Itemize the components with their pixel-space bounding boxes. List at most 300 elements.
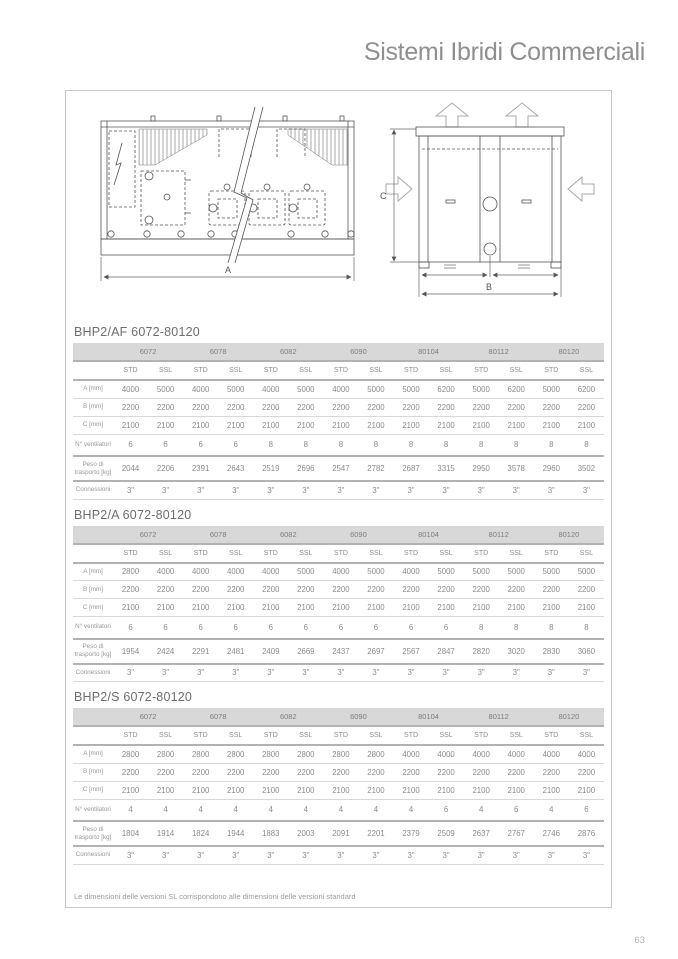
value-cell: 2100 [218, 781, 253, 799]
row-label: Connessioni [73, 846, 113, 864]
value-cell: 3" [358, 664, 393, 682]
variant-header-cell: SSL [288, 361, 323, 380]
variant-header-cell: STD [464, 544, 499, 563]
value-cell: 2800 [253, 745, 288, 763]
value-cell: 2200 [358, 581, 393, 599]
value-cell: 3502 [569, 456, 604, 481]
value-cell: 1824 [183, 821, 218, 846]
variant-header-cell: STD [183, 361, 218, 380]
value-cell: 3" [394, 664, 429, 682]
value-cell: 3" [113, 846, 148, 864]
variant-header-cell: SSL [218, 361, 253, 380]
variant-spacer [73, 544, 113, 563]
value-cell: 2830 [534, 639, 569, 664]
value-cell: 2100 [534, 599, 569, 617]
variant-header-cell: STD [534, 544, 569, 563]
table-row [73, 664, 604, 682]
value-cell: 8 [534, 617, 569, 639]
value-cell: 2100 [464, 781, 499, 799]
value-cell: 2100 [534, 781, 569, 799]
table-row [73, 745, 604, 763]
value-cell: 5000 [534, 380, 569, 398]
row-label: N° ventilatori [73, 434, 113, 456]
value-cell: 8 [429, 434, 464, 456]
variant-header-cell: SSL [499, 544, 534, 563]
value-cell: 2100 [569, 416, 604, 434]
row-label: Peso di trasporto [kg] [73, 821, 113, 846]
value-cell: 2100 [323, 599, 358, 617]
model-header-cell: 6072 [113, 526, 183, 544]
value-cell: 6200 [429, 380, 464, 398]
value-cell: 4 [464, 799, 499, 821]
table-row [73, 481, 604, 499]
value-cell: 2100 [148, 781, 183, 799]
variant-header-cell: SSL [429, 544, 464, 563]
value-cell: 2100 [218, 416, 253, 434]
value-cell: 5000 [394, 380, 429, 398]
value-cell: 2800 [288, 745, 323, 763]
value-cell: 2200 [183, 581, 218, 599]
variant-header-cell: STD [253, 544, 288, 563]
value-cell: 3" [148, 846, 183, 864]
value-cell: 2669 [288, 639, 323, 664]
value-cell: 3" [358, 846, 393, 864]
value-cell: 4000 [323, 563, 358, 581]
value-cell: 4000 [464, 745, 499, 763]
value-cell: 8 [569, 434, 604, 456]
side-view-drawing [376, 99, 604, 304]
value-cell: 8 [499, 617, 534, 639]
value-cell: 2200 [323, 581, 358, 599]
table-row [73, 799, 604, 821]
value-cell: 4 [253, 799, 288, 821]
variant-header-cell: SSL [288, 726, 323, 745]
value-cell: 2200 [499, 398, 534, 416]
value-cell: 4000 [323, 380, 358, 398]
value-cell: 2800 [113, 745, 148, 763]
value-cell: 2201 [358, 821, 393, 846]
value-cell: 3" [394, 846, 429, 864]
value-cell: 6 [358, 617, 393, 639]
value-cell: 4 [148, 799, 183, 821]
value-cell: 5000 [148, 380, 183, 398]
airflow-left-arrow-icon [568, 177, 594, 201]
value-cell: 4 [218, 799, 253, 821]
value-cell: 2800 [218, 745, 253, 763]
value-cell: 2100 [569, 599, 604, 617]
content-box [65, 90, 612, 908]
variant-header-cell: STD [183, 726, 218, 745]
value-cell: 2800 [183, 745, 218, 763]
value-cell: 6 [148, 434, 183, 456]
value-cell: 5000 [358, 563, 393, 581]
spec-section-bhp2af [73, 325, 604, 500]
value-cell: 2100 [464, 416, 499, 434]
value-cell: 3" [429, 846, 464, 864]
value-cell: 2100 [358, 599, 393, 617]
value-cell: 2200 [218, 763, 253, 781]
variant-header-cell: SSL [429, 361, 464, 380]
value-cell: 4000 [253, 380, 288, 398]
value-cell: 4000 [113, 380, 148, 398]
value-cell: 3315 [429, 456, 464, 481]
value-cell: 2200 [113, 398, 148, 416]
value-cell: 6 [148, 617, 183, 639]
value-cell: 1883 [253, 821, 288, 846]
value-cell: 2100 [323, 781, 358, 799]
value-cell: 3" [323, 481, 358, 499]
value-cell: 2200 [218, 581, 253, 599]
table-row [73, 456, 604, 481]
model-header-cell: 6072 [113, 343, 183, 361]
value-cell: 3" [464, 481, 499, 499]
row-label: Connessioni [73, 481, 113, 499]
value-cell: 2100 [253, 781, 288, 799]
value-cell: 4000 [148, 563, 183, 581]
model-header-cell: 6082 [253, 708, 323, 726]
value-cell: 5000 [288, 563, 323, 581]
table-row [73, 380, 604, 398]
variant-header-row [73, 544, 604, 563]
value-cell: 3" [569, 846, 604, 864]
value-cell: 2100 [394, 599, 429, 617]
value-cell: 3" [183, 846, 218, 864]
value-cell: 2100 [113, 781, 148, 799]
model-header-cell: 80112 [464, 343, 534, 361]
value-cell: 2200 [288, 763, 323, 781]
value-cell: 3" [499, 481, 534, 499]
value-cell: 8 [499, 434, 534, 456]
variant-header-cell: SSL [569, 726, 604, 745]
value-cell: 2200 [183, 398, 218, 416]
spec-section-bhp2a [73, 508, 604, 683]
value-cell: 2100 [218, 599, 253, 617]
value-cell: 5000 [569, 563, 604, 581]
value-cell: 6 [288, 617, 323, 639]
value-cell: 4 [113, 799, 148, 821]
value-cell: 3" [253, 846, 288, 864]
value-cell: 2100 [183, 599, 218, 617]
value-cell: 6 [218, 434, 253, 456]
value-cell: 2200 [358, 398, 393, 416]
variant-header-cell: STD [534, 726, 569, 745]
value-cell: 2800 [113, 563, 148, 581]
value-cell: 2100 [394, 781, 429, 799]
row-label: B [mm] [73, 398, 113, 416]
model-header-cell: 80112 [464, 526, 534, 544]
airflow-up-arrow-icon [506, 103, 538, 127]
model-header-row [73, 526, 604, 544]
model-header-cell: 80120 [534, 343, 604, 361]
value-cell: 2200 [569, 763, 604, 781]
value-cell: 2200 [569, 581, 604, 599]
variant-spacer [73, 361, 113, 380]
value-cell: 2519 [253, 456, 288, 481]
band-spacer [73, 343, 113, 361]
side-dim-c-label: C [380, 191, 387, 201]
airflow-up-arrow-icon [436, 103, 468, 127]
value-cell: 6 [394, 617, 429, 639]
value-cell: 2200 [253, 763, 288, 781]
value-cell: 6 [113, 434, 148, 456]
value-cell: 8 [569, 617, 604, 639]
variant-header-cell: SSL [358, 726, 393, 745]
variant-header-cell: SSL [499, 726, 534, 745]
technical-drawings [73, 91, 604, 317]
value-cell: 2100 [148, 416, 183, 434]
value-cell: 2200 [358, 763, 393, 781]
value-cell: 2100 [358, 416, 393, 434]
value-cell: 6 [323, 617, 358, 639]
value-cell: 4000 [499, 745, 534, 763]
value-cell: 2091 [323, 821, 358, 846]
value-cell: 3" [323, 846, 358, 864]
value-cell: 1944 [218, 821, 253, 846]
value-cell: 2567 [394, 639, 429, 664]
variant-header-cell: STD [113, 726, 148, 745]
row-label: A [mm] [73, 563, 113, 581]
value-cell: 8 [464, 434, 499, 456]
value-cell: 3" [288, 846, 323, 864]
value-cell: 6 [253, 617, 288, 639]
variant-header-cell: SSL [569, 544, 604, 563]
variant-header-cell: SSL [148, 361, 183, 380]
table-row [73, 563, 604, 581]
value-cell: 3" [569, 481, 604, 499]
side-dim-b-label: B [486, 282, 493, 292]
value-cell: 6 [113, 617, 148, 639]
value-cell: 8 [288, 434, 323, 456]
value-cell: 5000 [464, 563, 499, 581]
value-cell: 2100 [534, 416, 569, 434]
value-cell: 3" [113, 481, 148, 499]
value-cell: 6 [183, 434, 218, 456]
value-cell: 2100 [499, 416, 534, 434]
value-cell: 2950 [464, 456, 499, 481]
value-cell: 2100 [569, 781, 604, 799]
value-cell: 4 [358, 799, 393, 821]
model-header-row [73, 343, 604, 361]
value-cell: 2643 [218, 456, 253, 481]
value-cell: 5000 [218, 380, 253, 398]
variant-header-cell: STD [323, 361, 358, 380]
value-cell: 4000 [394, 563, 429, 581]
value-cell: 3" [429, 481, 464, 499]
model-header-cell: 6090 [323, 526, 393, 544]
value-cell: 3" [183, 664, 218, 682]
value-cell: 2100 [148, 599, 183, 617]
model-header-cell: 80104 [394, 526, 464, 544]
value-cell: 8 [394, 434, 429, 456]
value-cell: 2100 [429, 416, 464, 434]
variant-header-cell: SSL [218, 544, 253, 563]
value-cell: 1914 [148, 821, 183, 846]
spec-section-bhp2s [73, 690, 604, 865]
value-cell: 6 [429, 799, 464, 821]
table-row [73, 599, 604, 617]
value-cell: 2637 [464, 821, 499, 846]
row-label: A [mm] [73, 745, 113, 763]
value-cell: 3" [534, 846, 569, 864]
variant-header-cell: STD [323, 544, 358, 563]
variant-header-cell: SSL [358, 544, 393, 563]
value-cell: 4 [288, 799, 323, 821]
value-cell: 4000 [218, 563, 253, 581]
footnote: Le dimensioni delle versioni SL corrispondono alle dimensioni delle versioni standard [74, 892, 356, 901]
model-header-cell: 6082 [253, 526, 323, 544]
value-cell: 4000 [394, 745, 429, 763]
band-spacer [73, 526, 113, 544]
value-cell: 3" [253, 481, 288, 499]
value-cell: 2100 [183, 781, 218, 799]
variant-header-cell: STD [394, 361, 429, 380]
value-cell: 2100 [288, 781, 323, 799]
value-cell: 3" [218, 846, 253, 864]
value-cell: 2200 [288, 398, 323, 416]
value-cell: 2100 [429, 599, 464, 617]
variant-header-cell: SSL [218, 726, 253, 745]
row-label: C [mm] [73, 416, 113, 434]
value-cell: 2409 [253, 639, 288, 664]
variant-header-cell: STD [394, 544, 429, 563]
value-cell: 2206 [148, 456, 183, 481]
value-cell: 2200 [183, 763, 218, 781]
value-cell: 4000 [183, 380, 218, 398]
model-header-cell: 80104 [394, 708, 464, 726]
value-cell: 2800 [323, 745, 358, 763]
value-cell: 4000 [569, 745, 604, 763]
variant-header-cell: STD [113, 361, 148, 380]
value-cell: 2200 [499, 581, 534, 599]
value-cell: 2200 [323, 763, 358, 781]
value-cell: 6 [429, 617, 464, 639]
value-cell: 8 [534, 434, 569, 456]
value-cell: 2100 [113, 599, 148, 617]
value-cell: 5000 [358, 380, 393, 398]
value-cell: 2687 [394, 456, 429, 481]
value-cell: 2200 [464, 581, 499, 599]
value-cell: 2003 [288, 821, 323, 846]
table-row [73, 434, 604, 456]
value-cell: 2200 [429, 398, 464, 416]
value-cell: 2424 [148, 639, 183, 664]
value-cell: 3578 [499, 456, 534, 481]
value-cell: 2509 [429, 821, 464, 846]
variant-header-cell: STD [253, 726, 288, 745]
value-cell: 5000 [464, 380, 499, 398]
model-header-cell: 6078 [183, 708, 253, 726]
variant-header-cell: SSL [429, 726, 464, 745]
band-spacer [73, 708, 113, 726]
value-cell: 3" [218, 481, 253, 499]
value-cell: 2847 [429, 639, 464, 664]
value-cell: 4000 [534, 745, 569, 763]
variant-header-cell: SSL [569, 361, 604, 380]
value-cell: 3" [323, 664, 358, 682]
model-header-cell: 6082 [253, 343, 323, 361]
model-header-cell: 6078 [183, 343, 253, 361]
row-label: B [mm] [73, 581, 113, 599]
row-label: C [mm] [73, 599, 113, 617]
value-cell: 2100 [288, 599, 323, 617]
value-cell: 2200 [253, 398, 288, 416]
value-cell: 3" [183, 481, 218, 499]
value-cell: 6200 [569, 380, 604, 398]
value-cell: 6200 [499, 380, 534, 398]
value-cell: 1954 [113, 639, 148, 664]
value-cell: 4000 [183, 563, 218, 581]
value-cell: 4000 [253, 563, 288, 581]
model-header-cell: 6072 [113, 708, 183, 726]
value-cell: 3" [464, 664, 499, 682]
value-cell: 4 [534, 799, 569, 821]
value-cell: 3" [288, 481, 323, 499]
value-cell: 5000 [499, 563, 534, 581]
value-cell: 2800 [148, 745, 183, 763]
row-label: N° ventilatori [73, 617, 113, 639]
model-header-cell: 80120 [534, 526, 604, 544]
value-cell: 8 [253, 434, 288, 456]
variant-header-cell: SSL [148, 726, 183, 745]
variant-spacer [73, 726, 113, 745]
value-cell: 2200 [534, 763, 569, 781]
variant-header-cell: SSL [358, 361, 393, 380]
value-cell: 3" [288, 664, 323, 682]
value-cell: 2100 [499, 781, 534, 799]
row-label: Peso di trasporto [kg] [73, 639, 113, 664]
value-cell: 3" [148, 481, 183, 499]
value-cell: 3" [429, 664, 464, 682]
value-cell: 5000 [429, 563, 464, 581]
variant-header-cell: STD [323, 726, 358, 745]
value-cell: 2200 [464, 398, 499, 416]
value-cell: 8 [464, 617, 499, 639]
front-dim-a-label: A [225, 265, 232, 275]
front-view-drawing [85, 105, 370, 305]
row-label: B [mm] [73, 763, 113, 781]
value-cell: 2100 [358, 781, 393, 799]
table-row [73, 398, 604, 416]
row-label: A [mm] [73, 380, 113, 398]
variant-header-cell: STD [394, 726, 429, 745]
value-cell: 3" [499, 664, 534, 682]
value-cell: 3" [534, 481, 569, 499]
value-cell: 5000 [534, 563, 569, 581]
value-cell: 2100 [429, 781, 464, 799]
value-cell: 2200 [569, 398, 604, 416]
model-header-cell: 6090 [323, 343, 393, 361]
spec-table [73, 526, 604, 683]
model-header-row [73, 708, 604, 726]
value-cell: 2044 [113, 456, 148, 481]
row-label: N° ventilatori [73, 799, 113, 821]
value-cell: 3" [218, 664, 253, 682]
value-cell: 2100 [394, 416, 429, 434]
value-cell: 4 [394, 799, 429, 821]
table-row [73, 846, 604, 864]
variant-header-cell: STD [183, 544, 218, 563]
variant-header-cell: SSL [499, 361, 534, 380]
variant-header-row [73, 726, 604, 745]
table-title: BHP2/A 6072-80120 [74, 507, 192, 522]
value-cell: 2100 [323, 416, 358, 434]
value-cell: 2100 [113, 416, 148, 434]
value-cell: 2200 [113, 581, 148, 599]
value-cell: 5000 [288, 380, 323, 398]
model-header-cell: 80104 [394, 343, 464, 361]
value-cell: 3060 [569, 639, 604, 664]
value-cell: 3" [148, 664, 183, 682]
